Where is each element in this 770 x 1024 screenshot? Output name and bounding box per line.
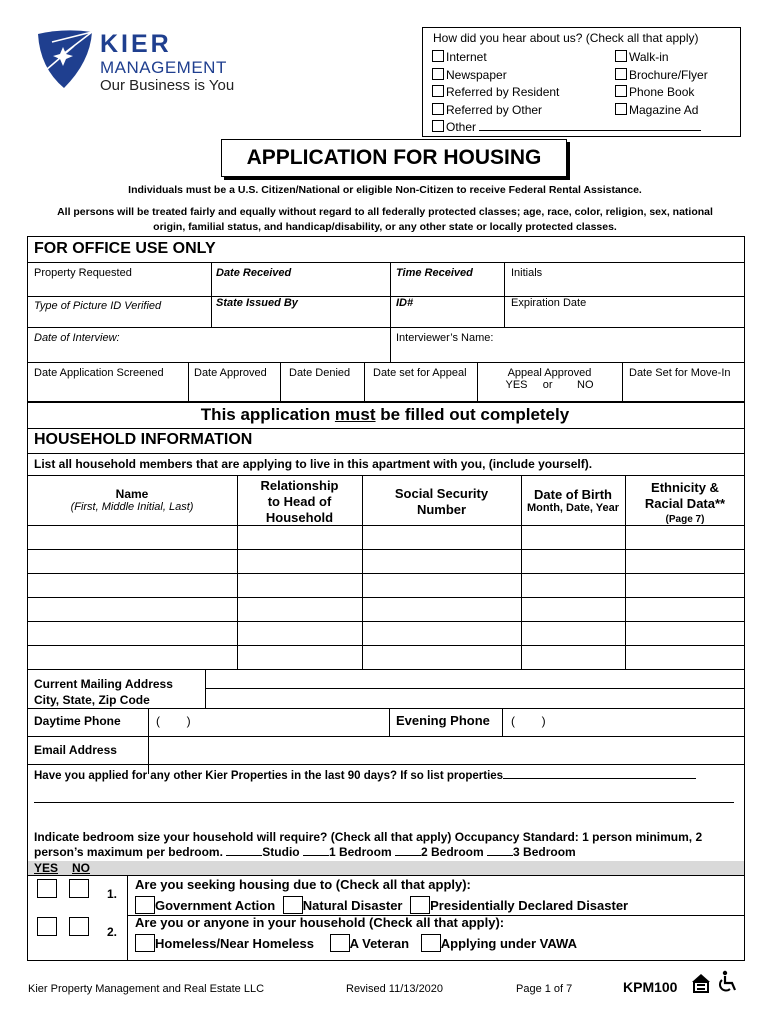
natural-disaster-checkbox[interactable] [283, 896, 303, 914]
one-bedroom-blank[interactable] [303, 855, 329, 856]
email-input[interactable] [149, 737, 744, 773]
hear-option[interactable]: Referred by Other [432, 102, 701, 120]
evening-phone-input[interactable]: ( ) [511, 714, 546, 728]
checkbox[interactable] [615, 103, 627, 115]
col-ethnicity-header: Ethnicity & Racial Data** (Page 7) [644, 480, 726, 525]
q1-no-checkbox[interactable] [69, 879, 89, 898]
checkbox[interactable] [432, 85, 444, 97]
studio-blank[interactable] [226, 855, 262, 856]
hear-option[interactable]: Internet [432, 49, 701, 67]
mailing-address-input[interactable] [206, 670, 744, 707]
hear-option[interactable]: Brochure/Flyer [615, 67, 708, 85]
household-heading: HOUSEHOLD INFORMATION [34, 431, 253, 448]
checkbox[interactable] [615, 68, 627, 80]
q1-options: Government Action Natural Disaster Presidentially Declared Disaster [135, 896, 628, 914]
must-fill-notice: This application must be filled out completely [200, 405, 570, 424]
presidential-disaster-checkbox[interactable] [410, 896, 430, 914]
col-relationship-header: Relationship to Head of Household [260, 478, 339, 525]
two-bedroom-option: 2 Bedroom [420, 845, 484, 859]
col-ssn-header: Social Security Number [394, 486, 489, 517]
checkbox[interactable] [432, 103, 444, 115]
picture-id-field[interactable]: Type of Picture ID Verified [34, 300, 162, 312]
no-label: NO [72, 861, 90, 875]
q1-text: Are you seeking housing due to (Check all that apply): [135, 877, 471, 892]
applied-properties-line-2[interactable] [34, 802, 734, 803]
accessibility-icon [716, 970, 740, 994]
interviewer-name-field[interactable]: Interviewer’s Name: [396, 332, 494, 344]
page-title: APPLICATION FOR HOUSING [246, 146, 542, 169]
email-label: Email Address [34, 743, 117, 757]
interview-date-field[interactable]: Date of Interview: [34, 332, 120, 344]
household-instruction: List all household members that are applying to live in this apartment with you, (include yourself). [34, 457, 593, 471]
logo-star-icon [34, 28, 96, 90]
hear-option[interactable]: Phone Book [615, 84, 708, 102]
q2-options: Homeless/Near Homeless A Veteran Applying under VAWA [135, 934, 577, 952]
three-bedroom-blank[interactable] [487, 855, 513, 856]
footer-form-code: KPM100 [623, 979, 678, 995]
id-number-field[interactable]: ID# [396, 297, 414, 309]
household-member-row[interactable] [27, 550, 745, 573]
time-received-field[interactable]: Time Received [396, 267, 473, 279]
checkbox[interactable] [615, 85, 627, 97]
notice-fair-2: origin, familial status, and handicap/disability, or any other state or locally protected classes. [153, 221, 617, 233]
logo-tagline: Our Business is You [100, 77, 235, 94]
state-issued-field[interactable]: State Issued By [216, 297, 298, 309]
hear-right-list [615, 49, 708, 119]
government-action-checkbox[interactable] [135, 896, 155, 914]
notice-citizen: Individuals must be a U.S. Citizen/National or eligible Non-Citizen to receive Federal Rental Assistance. [128, 184, 642, 196]
move-in-date-field[interactable]: Date Set for Move-In [629, 367, 731, 379]
footer-revised: Revised 11/13/2020 [346, 983, 444, 995]
hear-option[interactable]: Newspaper [432, 67, 701, 85]
hear-option[interactable]: Referred by Resident [432, 84, 701, 102]
initials-field[interactable]: Initials [511, 267, 543, 279]
hear-about-question: How did you hear about us? (Check all that apply) [433, 31, 699, 45]
kier-logo [34, 28, 249, 98]
footer-company: Kier Property Management and Real Estate LLC [28, 983, 265, 995]
q2-number: 2. [107, 925, 118, 939]
mailing-address-label: Current Mailing Address City, State, Zip Code [34, 677, 173, 707]
property-requested-field[interactable]: Property Requested [34, 267, 132, 279]
expiration-date-field[interactable]: Expiration Date [511, 297, 587, 309]
vawa-checkbox[interactable] [421, 934, 441, 952]
equal-housing-icon [690, 972, 712, 994]
date-screened-field[interactable]: Date Application Screened [34, 367, 164, 379]
other-line[interactable] [479, 130, 701, 131]
logo-name: KIER [100, 30, 172, 58]
three-bedroom-option: 3 Bedroom [513, 845, 576, 859]
household-member-row[interactable] [27, 622, 745, 645]
checkbox[interactable] [432, 68, 444, 80]
household-member-row[interactable] [27, 526, 745, 549]
date-denied-field[interactable]: Date Denied [289, 367, 351, 379]
yes-label: YES [34, 861, 59, 875]
q2-yes-checkbox[interactable] [37, 917, 57, 936]
two-bedroom-blank[interactable] [395, 855, 421, 856]
household-member-row[interactable] [27, 598, 745, 621]
logo-sub: MANAGEMENT [100, 58, 227, 77]
one-bedroom-option: 1 Bedroom [328, 845, 392, 859]
col-dob-header: Date of Birth Month, Date, Year [526, 487, 620, 514]
date-received-field[interactable]: Date Received [216, 267, 292, 279]
q2-no-checkbox[interactable] [69, 917, 89, 936]
studio-option: Studio [262, 845, 300, 859]
checkbox[interactable] [432, 50, 444, 62]
checkbox[interactable] [615, 50, 627, 62]
office-heading: FOR OFFICE USE ONLY [34, 240, 216, 257]
applied-properties-line[interactable] [503, 778, 696, 779]
footer-page: Page 1 of 7 [516, 983, 573, 995]
household-member-row[interactable] [27, 574, 745, 597]
appeal-approved-field[interactable]: Appeal Approved YES or NO [505, 367, 594, 391]
hear-option[interactable]: Walk-in [615, 49, 708, 67]
yes-no-header-bar [28, 861, 744, 875]
daytime-phone-label: Daytime Phone [34, 714, 121, 728]
hear-about-box [422, 27, 741, 137]
applied-question: Have you applied for any other Kier Properties in the last 90 days? If so list properties [34, 770, 696, 782]
notice-fair-1: All persons will be treated fairly and equally without regard to all federally protected classes; age, race, color, religion, sex, national [57, 206, 713, 218]
title-box [221, 139, 567, 177]
evening-phone-label: Evening Phone [396, 713, 490, 728]
hear-option[interactable]: Magazine Ad [615, 102, 708, 120]
q1-number: 1. [107, 887, 118, 901]
bedroom-question: Indicate bedroom size your household will require? (Check all that apply) Occupancy Standard: 1 person minimum, 2 person’s maximum per bedroom. Studio 1 Bedroom 2 Bedroom 3 Bedroom [34, 830, 703, 859]
household-member-row[interactable] [27, 646, 745, 669]
date-approved-field[interactable]: Date Approved [194, 367, 267, 379]
hear-option[interactable]: Other [432, 119, 701, 137]
checkbox[interactable] [432, 120, 444, 132]
q1-yes-checkbox[interactable] [37, 879, 57, 898]
daytime-phone-input[interactable]: ( ) [156, 714, 191, 728]
col-name-header: Name (First, Middle Initial, Last) [70, 487, 194, 513]
q2-text: Are you or anyone in your household (Check all that apply): [135, 915, 505, 930]
veteran-checkbox[interactable] [330, 934, 350, 952]
date-appeal-field[interactable]: Date set for Appeal [373, 367, 467, 379]
homeless-checkbox[interactable] [135, 934, 155, 952]
